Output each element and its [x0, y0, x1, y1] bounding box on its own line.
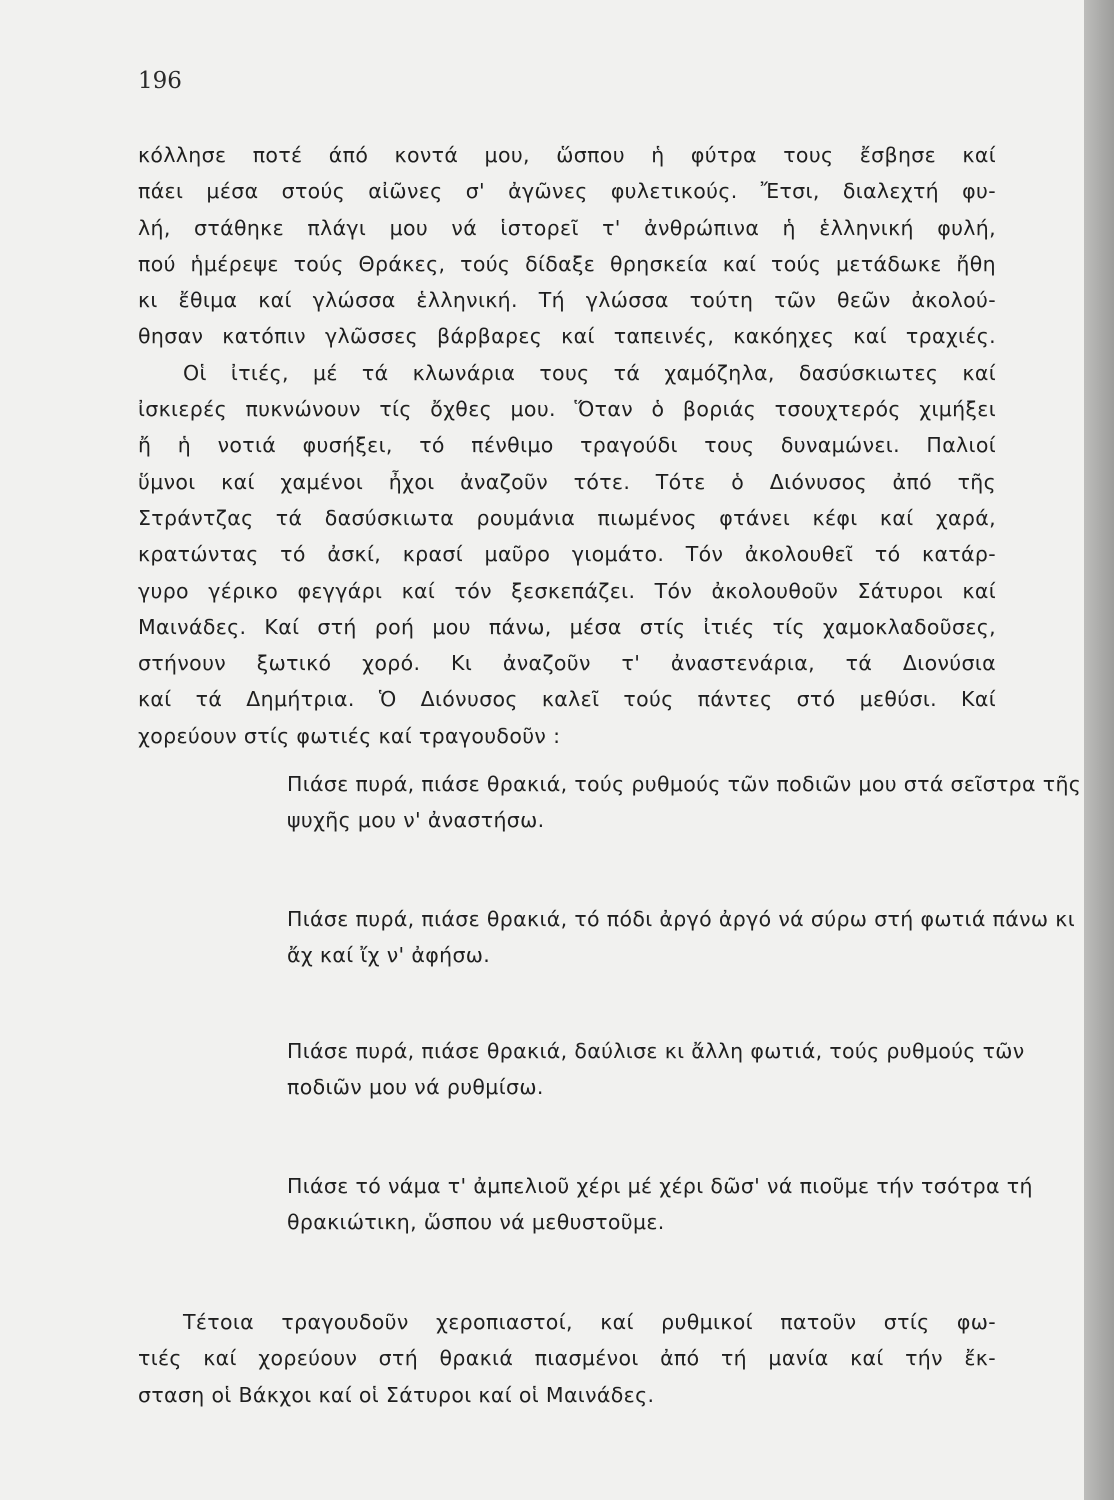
verse-line: στά σεῖστρα τῆς ψυχῆς μου ν' ἀναστήσω. — [287, 772, 1082, 833]
text-line: κρατώντας τό ἀσκί, κρασί μαῦρο γιομάτο. Τόν ἀκολουθεῖ τό κατάρ- — [138, 542, 996, 567]
text-line: Οἱ ἰτιές, μέ τά κλωνάρια τους τά χαμόζηλα, δασύσκιωτες καί — [183, 360, 996, 385]
text-line: γυρο γέρικο φεγγάρι καί τόν ξεσκεπάζει. Τόν ἀκολουθοῦν Σάτυροι καί — [138, 578, 996, 603]
text-line: ἰσκιερές πυκνώνουν τίς ὄχθες μου. Ὅταν ὁ βοριάς τσουχτερός χιμήξει — [138, 397, 996, 422]
text-line: Τέτοια τραγουδοῦν χεροπιαστοί, καί ρυθμικοί πατοῦν στίς φω- — [183, 1310, 996, 1334]
text-line: σταση οἱ Βάκχοι καί οἱ Σάτυροι καί οἱ Μαινάδες. — [138, 1382, 655, 1407]
verse-line: Πιάσε πυρά, πιάσε θρακιά, — [287, 1039, 568, 1063]
poem-stanza-4 — [287, 1168, 1084, 1241]
verse-line: τό πόδι ἀργό ἀργό νά σύρω — [574, 907, 868, 931]
text-line: πάει μέσα στούς αἰῶνες σ' ἀγῶνες φυλετικούς. Ἔτσι, διαλεχτή φυ- — [138, 179, 996, 204]
text-line: στήνουν ξωτικό χορό. Κι ἀναζοῦν τ' ἀναστενάρια, τά Διονύσια — [138, 651, 996, 676]
text-line: Μαινάδες. Καί στή ροή μου πάνω, μέσα στίς ἰτιές τίς χαμοκλαδοῦσες, — [138, 614, 996, 639]
poem-stanza-2 — [287, 901, 1084, 974]
poem-stanza-3 — [287, 1033, 1084, 1106]
text-line: Στράντζας τά δασύσκιωτα ρουμάνια πιωμένος φτάνει κέφι καί χαρά, — [138, 505, 996, 530]
text-line: ἤ ἡ νοτιά φυσήξει, τό πένθιμο τραγούδι τους δυναμώνει. Παλιοί — [138, 433, 996, 458]
poem-stanza-1 — [287, 766, 1084, 839]
page-edge-shadow — [1084, 0, 1114, 1500]
text-line: λή, στάθηκε πλάγι μου νά ἱστορεῖ τ' ἀνθρώπινα ἡ ἑλληνική φυλή, — [138, 215, 996, 240]
verse-line: τούς ρυθμούς τῶν ποδιῶν μου — [574, 772, 897, 796]
paragraph-3 — [138, 1304, 996, 1413]
page-number: 196 — [138, 68, 182, 94]
text-line: τιές καί χορεύουν στή θρακιά πιασμένοι ἀπό τή μανία καί τήν ἔκ- — [138, 1346, 996, 1371]
text-line: θησαν κατόπιν γλῶσσες βάρβαρες καί ταπεινές, κακόηχες καί τραχιές. — [138, 324, 996, 349]
verse-line: χέρι μέ χέρι δῶσ' νά πιοῦμε — [576, 1174, 870, 1198]
verse-line: τούς ρυθμούς τῶν ποδιῶν μου νά ρυθμίσω. — [287, 1039, 1025, 1100]
verse-line: τήν τσότρα τή θρακιώτικη, ὥσπου νά μεθυστοῦμε. — [287, 1174, 1033, 1235]
text-line: κι ἔθιμα καί γλώσσα ἑλληνική. Τή γλώσσα τούτη τῶν θεῶν ἀκολού- — [138, 288, 996, 313]
text-line: χορεύουν στίς φωτιές καί τραγουδοῦν : — [138, 723, 561, 748]
paragraph-1 — [138, 137, 996, 754]
text-line: καί τά Δημήτρια. Ὁ Διόνυσος καλεῖ τούς πάντες στό μεθύσι. Καί — [138, 687, 996, 712]
text-line: ὕμνοι καί χαμένοι ἦχοι ἀναζοῦν τότε. Τότε ὁ Διόνυσος ἀπό τῆς — [138, 469, 996, 494]
verse-line: Πιάσε πυρά, πιάσε θρακιά, — [287, 772, 568, 796]
verse-line: Πιάσε τό νάμα τ' ἀμπελιοῦ — [287, 1174, 570, 1198]
text-line: κόλλησε ποτέ άπό κοντά μου, ὥσπου ἡ φύτρα τους ἔσβησε καί — [138, 143, 996, 167]
verse-line: Πιάσε πυρά, πιάσε θρακιά, — [287, 907, 568, 931]
verse-line: στή φωτιά πάνω κι ἄχ καί ἴχ ν' ἀφήσω. — [287, 907, 1076, 968]
verse-line: δαύλισε κι ἄλλη φωτιά, — [574, 1039, 823, 1063]
text-line: πού ἡμέρεψε τούς Θράκες, τούς δίδαξε θρησκεία καί τούς μετάδωκε ἤθη — [138, 251, 996, 276]
